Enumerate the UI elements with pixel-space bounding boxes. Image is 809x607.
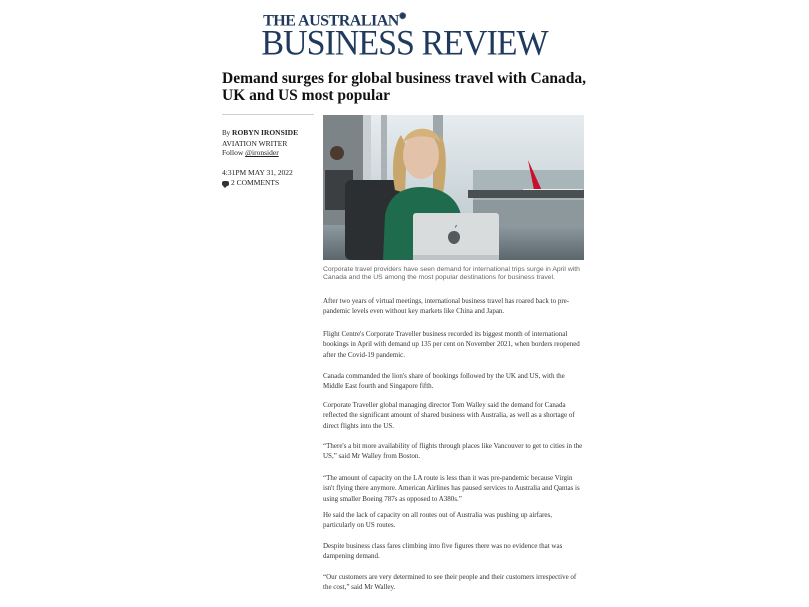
byline	[222, 128, 318, 158]
author-name[interactable]: ROBYN IRONSIDE	[232, 128, 299, 137]
comment-icon	[222, 181, 229, 186]
article-photo	[323, 115, 584, 260]
paragraph: “The amount of capacity on the LA route is less than it was pre-pandemic because Virgin isn't flying there anymore. American Airlines has paused services to Australia and Qantas is using smaller Boeing 787s as opposed to A380s.”	[323, 474, 580, 503]
follow-label: Follow	[222, 148, 244, 157]
author-handle-link[interactable]: @ironsider	[245, 148, 279, 157]
paragraph: Canada commanded the lion's share of bookings followed by the UK and US, with the Middle East fourth and Singapore fifth.	[323, 372, 565, 391]
masthead-logo[interactable]	[0, 8, 809, 64]
lounge-photo-illustration	[323, 115, 584, 260]
paragraph: “There's a bit more availability of flights through places like Vancouver to get to cities in the US,” said Mr Walley from Boston.	[323, 442, 583, 461]
comments-link[interactable]	[222, 178, 318, 188]
photo-caption: Corporate travel providers have seen demand for international trips surge in April with Canada and the US among the most popular destinations for business travel.	[323, 266, 580, 282]
author-role: AVIATION WRITER	[222, 138, 288, 148]
paragraph: Flight Centre's Corporate Traveller business recorded its biggest month of international bookings in April with demand up 135 per cent on November 2021, when borders reopened after the Covid-19 pandemic.	[323, 330, 580, 359]
paragraph: After two years of virtual meetings, international business travel has roared back to pre-pandemic levels even without key markets like China and Japan.	[323, 297, 570, 316]
article-meta	[222, 168, 318, 188]
publish-timestamp: 4:31PM MAY 31, 2022	[222, 168, 293, 177]
paragraph: Despite business class fares climbing into five figures there was no evidence that was dampening demand.	[323, 542, 563, 561]
masthead-main-line: BUSINESS REVIEW	[261, 24, 548, 64]
byline-divider	[222, 114, 314, 115]
paragraph: He said the lack of capacity on all routes out of Australia was pushing up airfares, particularly on US routes.	[323, 511, 552, 530]
comments-count: 2 COMMENTS	[231, 178, 280, 187]
sun-emblem-icon: ✺	[398, 11, 406, 21]
paragraph: Corporate Traveller global managing director Tom Walley said the demand for Canada reflected the significant amount of shared business with Australia, as well as a shortage of direct flights into the US.	[323, 401, 575, 430]
article-headline: Demand surges for global business travel with Canada, UK and US most popular	[222, 70, 587, 104]
masthead-top-text: THE AUSTRALIAN	[263, 12, 399, 30]
byline-prefix: By	[222, 129, 231, 137]
paragraph: “Our customers are very determined to see their people and their customers irrespective of the cost,” said Mr Walley.	[323, 573, 577, 592]
